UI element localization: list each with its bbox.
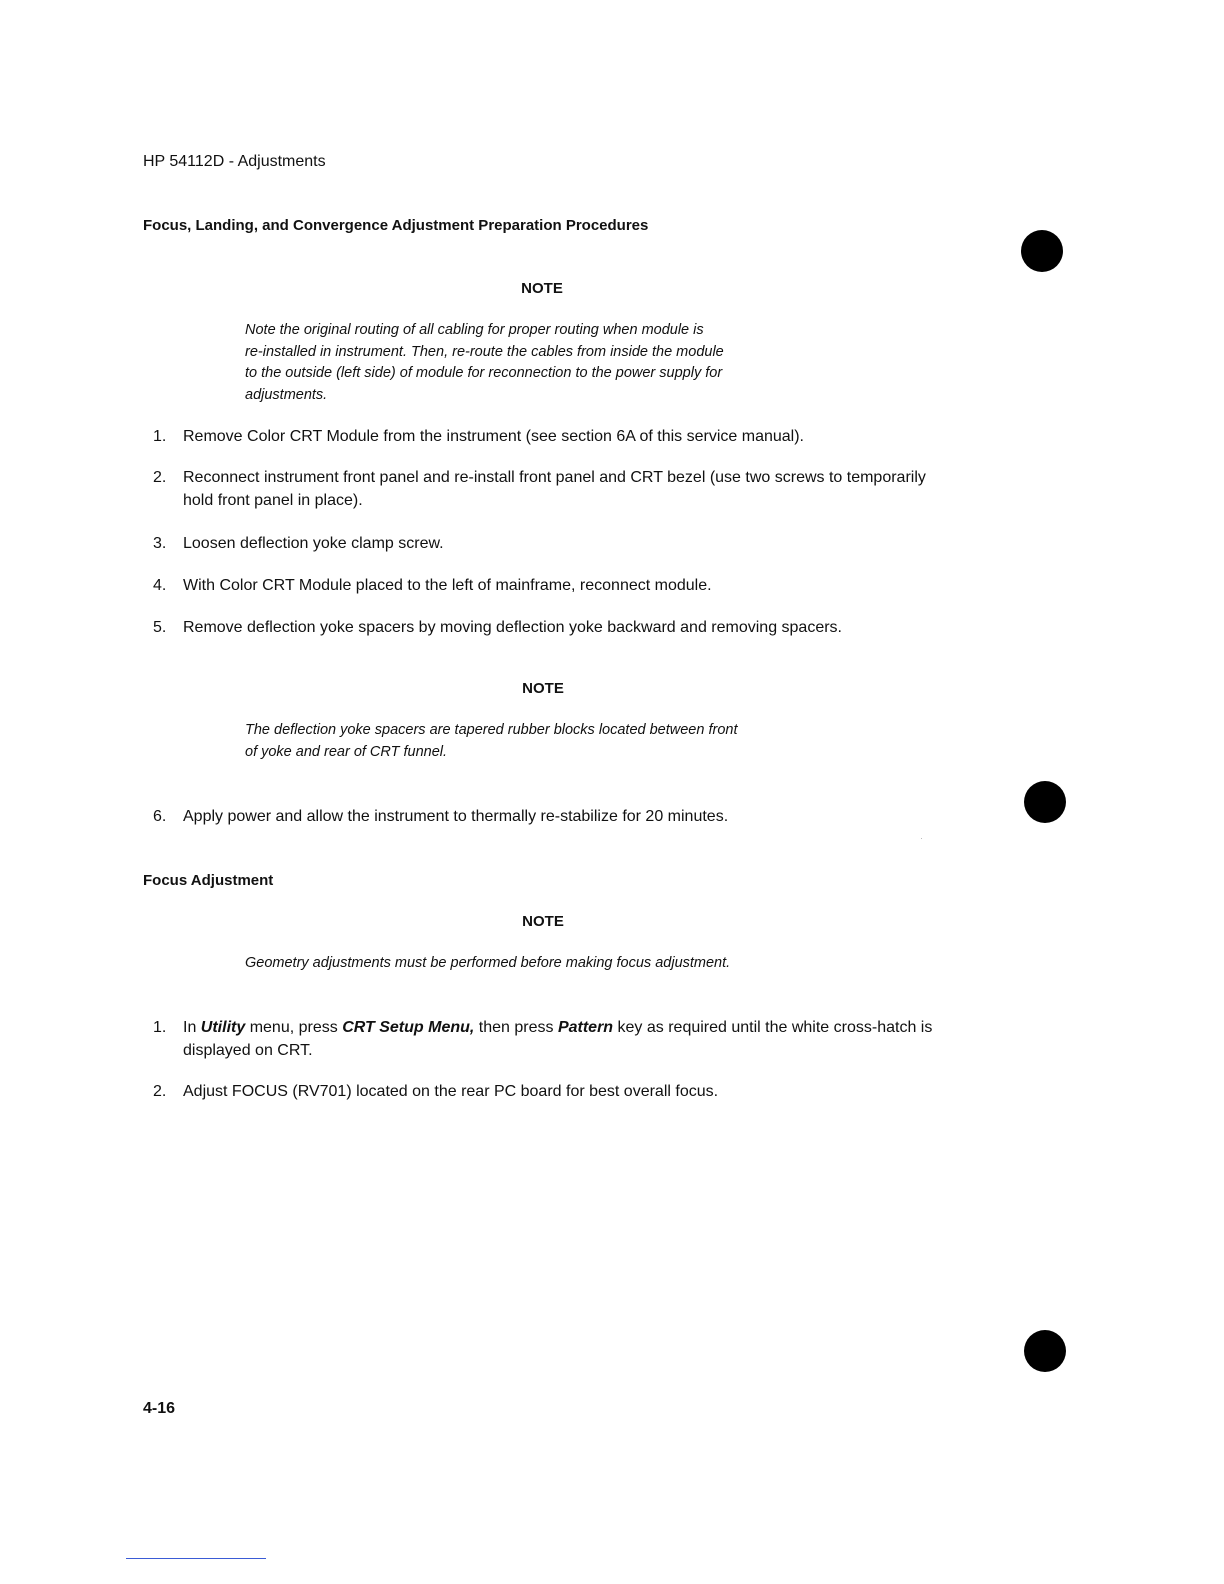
step-number: 6.	[153, 808, 167, 825]
note-text: The deflection yoke spacers are tapered rubber blocks located between front of yoke and rear of CRT funnel.	[245, 722, 738, 760]
step-number: 3.	[153, 535, 167, 552]
step-text: Remove deflection yoke spacers by moving deflection yoke backward and removing spacers.	[183, 619, 842, 636]
step-number: 1.	[153, 428, 167, 445]
page-header: HP 54112D - Adjustments	[143, 153, 326, 170]
punch-hole	[1021, 230, 1063, 272]
note-label: NOTE	[522, 913, 564, 930]
punch-hole	[1024, 781, 1066, 823]
step-text-part: then press	[474, 1019, 558, 1036]
step-text: Reconnect instrument front panel and re-install front panel and CRT bezel (use two screws to temporarily hold front panel in place).	[183, 469, 926, 509]
utility-menu-label: Utility	[200, 1019, 246, 1036]
section-title-focus: Focus Adjustment	[143, 872, 274, 889]
scan-edge-line	[126, 1558, 266, 1559]
crt-setup-menu-label: CRT Setup Menu,	[342, 1019, 475, 1036]
scan-speck	[921, 838, 922, 839]
step-number: 2.	[153, 469, 167, 486]
step-number: 5.	[153, 619, 167, 636]
step-text: Loosen deflection yoke clamp screw.	[183, 535, 444, 552]
step-text: Adjust FOCUS (RV701) located on the rear PC board for best overall focus.	[183, 1083, 719, 1100]
step-text	[183, 1016, 953, 1062]
step-text-part: menu, press	[245, 1019, 343, 1036]
page-number: 4-16	[143, 1400, 176, 1417]
section-title-preparation: Focus, Landing, and Convergence Adjustment Preparation Procedures	[143, 217, 649, 234]
note-label: NOTE	[521, 280, 563, 297]
step-text: With Color CRT Module placed to the left of mainframe, reconnect module.	[183, 577, 712, 594]
step-text: Remove Color CRT Module from the instrument (see section 6A of this service manual).	[183, 428, 804, 445]
note-text: Geometry adjustments must be performed before making focus adjustment.	[245, 955, 731, 971]
pattern-key-label: Pattern	[557, 1019, 614, 1036]
note-label: NOTE	[522, 680, 564, 697]
step-text: Apply power and allow the instrument to thermally re-stabilize for 20 minutes.	[183, 808, 729, 825]
punch-hole	[1024, 1330, 1066, 1372]
note-text: Note the original routing of all cabling for proper routing when module is re-installed in instrument. Then, re-route the cables from inside the module to the outside (left side) of module for reconnection to the power supply for adjustments.	[245, 322, 724, 403]
step-number: 2.	[153, 1083, 167, 1100]
step-number: 4.	[153, 577, 167, 594]
step-text-part: In	[183, 1019, 201, 1036]
step-text-part: key as required until the white cross-hatch is displayed on CRT.	[183, 1019, 933, 1059]
step-number: 1.	[153, 1019, 167, 1036]
